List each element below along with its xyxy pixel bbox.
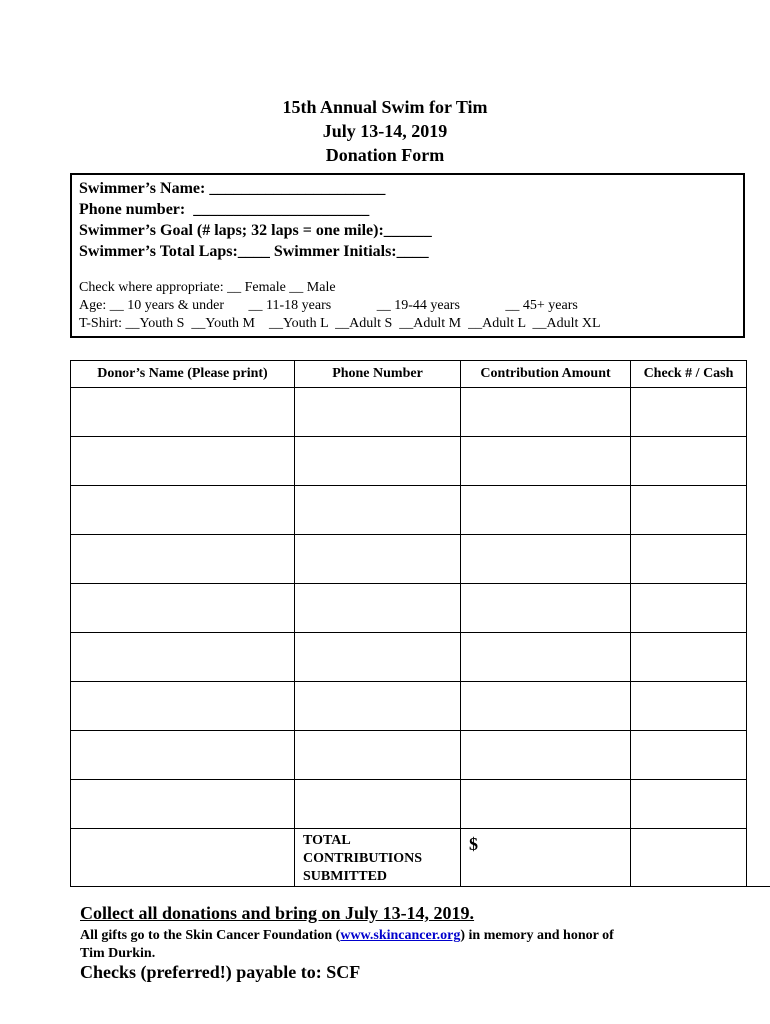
table-row [71,780,770,829]
table-row [71,535,770,584]
amount-cell[interactable] [461,731,631,780]
donor-name-cell[interactable] [71,437,295,486]
amount-cell[interactable] [461,633,631,682]
phone-cell[interactable] [295,388,461,437]
event-title: 15th Annual Swim for Tim [282,97,488,117]
amount-cell[interactable] [461,682,631,731]
total-label-cell [295,829,461,887]
table-header-row [71,361,770,388]
phone-cell[interactable] [295,682,461,731]
amount-cell[interactable] [461,535,631,584]
total-contributions-label: TOTAL CONTRIBUTIONS SUBMITTED [303,833,423,884]
check-cell[interactable] [631,584,747,633]
margin-cell [747,682,770,731]
phone-number-field[interactable]: Phone number: ______________________ [79,201,370,218]
check-cell[interactable] [631,731,747,780]
donor-name-cell[interactable] [71,535,295,584]
donor-table [70,360,770,887]
amount-cell[interactable] [461,486,631,535]
total-check-cell[interactable] [631,829,747,887]
table-row [71,682,770,731]
table-row [71,633,770,682]
table-row [71,437,770,486]
checks-payable-text: Checks (preferred!) payable to: SCF [80,962,361,982]
margin-cell [747,361,770,388]
donor-name-cell[interactable] [71,584,295,633]
table-row [71,486,770,535]
total-row [71,829,770,887]
donor-name-cell[interactable] [71,633,295,682]
table-row [71,731,770,780]
donor-name-header: Donor’s Name (Please print) [71,361,295,388]
check-cell[interactable] [631,486,747,535]
phone-cell[interactable] [295,486,461,535]
gifts-note-before: All gifts go to the Skin Cancer Foundation ( [80,928,341,943]
donor-name-cell[interactable] [71,388,295,437]
phone-cell[interactable] [295,535,461,584]
swimmer-name-field[interactable]: Swimmer’s Name: ______________________ [79,180,386,197]
phone-cell[interactable] [295,780,461,829]
margin-cell [747,388,770,437]
amount-cell[interactable] [461,388,631,437]
contribution-amount-header: Contribution Amount [461,361,631,388]
phone-cell[interactable] [295,731,461,780]
margin-cell [747,535,770,584]
phone-cell[interactable] [295,584,461,633]
gender-check-line[interactable]: Check where appropriate: __ Female __ Male [79,280,336,295]
tshirt-check-line[interactable]: T-Shirt: __Youth S __Youth M __Youth L __Adult S __Adult M __Adult L __Adult XL [79,316,601,331]
check-cell[interactable] [631,388,747,437]
collect-donations-heading: Collect all donations and bring on July 13-14, 2019. [80,903,475,923]
swimmer-goal-field[interactable]: Swimmer’s Goal (# laps; 32 laps = one mile):______ [79,222,432,239]
margin-cell [747,731,770,780]
swimmer-info-box [70,173,745,338]
donor-name-cell[interactable] [71,682,295,731]
check-cell[interactable] [631,780,747,829]
dollar-sign: $ [469,834,478,854]
check-cell[interactable] [631,535,747,584]
event-date: July 13-14, 2019 [322,121,448,141]
donor-name-cell[interactable] [71,780,295,829]
check-cell[interactable] [631,437,747,486]
form-title [0,95,770,167]
amount-cell[interactable] [461,584,631,633]
total-blank-cell [71,829,295,887]
total-amount-cell[interactable] [461,829,631,887]
check-cell[interactable] [631,633,747,682]
phone-number-header: Phone Number [295,361,461,388]
donor-name-cell[interactable] [71,731,295,780]
check-cell[interactable] [631,682,747,731]
donor-name-cell[interactable] [71,486,295,535]
amount-cell[interactable] [461,780,631,829]
phone-cell[interactable] [295,437,461,486]
total-laps-field[interactable]: Swimmer’s Total Laps:____ Swimmer Initials:____ [79,243,429,260]
margin-cell [747,829,770,887]
margin-cell [747,437,770,486]
check-cash-header: Check # / Cash [631,361,747,388]
phone-cell[interactable] [295,633,461,682]
form-name: Donation Form [325,145,445,165]
margin-cell [747,486,770,535]
table-row [71,584,770,633]
gifts-note [80,927,640,963]
skincancer-link[interactable]: www.skincancer.org [340,928,461,943]
margin-cell [747,584,770,633]
table-row [71,388,770,437]
gifts-note-after: ) in memory and honor of Tim Durkin. [80,928,614,961]
amount-cell[interactable] [461,437,631,486]
margin-cell [747,780,770,829]
age-check-line[interactable]: Age: __ 10 years & under __ 11-18 years __ 19-44 years __ 45+ years [79,298,578,313]
margin-cell [747,633,770,682]
